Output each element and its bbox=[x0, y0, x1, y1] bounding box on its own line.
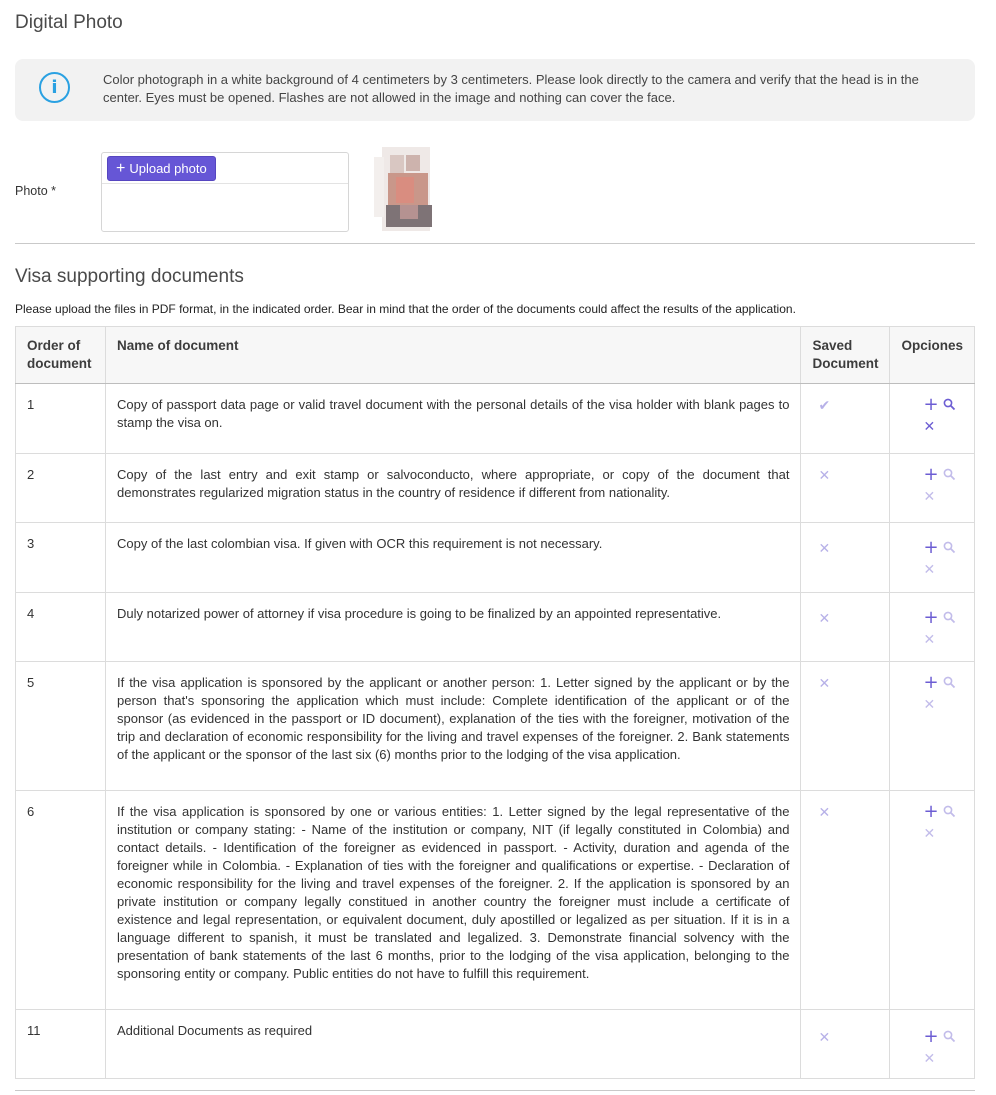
search-icon[interactable] bbox=[943, 398, 956, 411]
row-document-name: Copy of the last colombian visa. If given with OCR this requirement is not necessary. bbox=[106, 523, 801, 593]
row-options-cell bbox=[890, 662, 975, 791]
documents-table bbox=[15, 326, 975, 1079]
photo-info-text: Color photograph in a white background of 4 centimeters by 3 centimeters. Please look directly to the camera and verify that the head is in the center. Eyes must be opened. Flashes are not allowed in the image and nothing can cover the face. bbox=[103, 72, 919, 105]
header-options: Opciones bbox=[890, 327, 975, 384]
row-order: 3 bbox=[16, 523, 106, 593]
photo-upload-box[interactable] bbox=[101, 152, 349, 232]
header-order: Order of document bbox=[16, 327, 106, 384]
remove-document-icon[interactable]: ✕ bbox=[923, 632, 936, 648]
row-options-cell bbox=[890, 593, 975, 662]
row-saved-cell bbox=[801, 523, 890, 593]
row-options-cell bbox=[890, 523, 975, 593]
add-document-icon[interactable]: + bbox=[923, 607, 939, 628]
header-name: Name of document bbox=[106, 327, 801, 384]
row-document-name: Additional Documents as required bbox=[106, 1010, 801, 1079]
row-saved-cell bbox=[801, 454, 890, 523]
table-row bbox=[16, 1010, 975, 1079]
photo-field-label: Photo * bbox=[15, 184, 57, 198]
upload-divider bbox=[102, 183, 348, 184]
section-divider bbox=[15, 243, 975, 244]
cross-icon: ✕ bbox=[818, 540, 831, 556]
plus-icon: + bbox=[116, 160, 126, 177]
row-order: 1 bbox=[16, 384, 106, 454]
row-saved-cell bbox=[801, 791, 890, 1010]
bottom-divider bbox=[15, 1090, 975, 1091]
table-row bbox=[16, 523, 975, 593]
info-icon: i bbox=[39, 72, 70, 103]
row-document-name: If the visa application is sponsored by one or various entities: 1. Letter signed by the legal representative of the institution or company stating: - Name of the institution or company, NIT (if legally constituted in Colombia) and contact details. - Identification of the foreigner as evidenced in passport. - Activity, duration and agenda of the foreigner while in Colombia. - Explanation of ties with the foreigner and qualifications or expertise. - Declaration of economic responsibility for the living and travel expenses of the foreigner. 2. If the application is sponsored by an private institution or company legally constitued in another country the foreigner must include a certificate of existence and legal representation, or equivalent document, duly apostilled or legalized as per situation. If it is in a language different to spanish, it must be translated and legalized. 3. Demonstrate financial solvency with the presentation of bank statements of the last 6 months, prior to the lodging of the visa application, belonging to the sponsoring entity or company. Public entities do not have to fulfill this requirement. bbox=[106, 791, 801, 1010]
digital-photo-title: Digital Photo bbox=[15, 12, 123, 33]
remove-document-icon[interactable]: ✕ bbox=[923, 419, 936, 435]
add-document-icon[interactable]: + bbox=[923, 672, 939, 693]
add-document-icon[interactable]: + bbox=[923, 394, 939, 415]
header-saved: Saved Document bbox=[801, 327, 890, 384]
add-document-icon[interactable]: + bbox=[923, 464, 939, 485]
search-icon[interactable] bbox=[943, 805, 956, 818]
cross-icon: ✕ bbox=[818, 675, 831, 691]
row-options-cell bbox=[890, 384, 975, 454]
row-saved-cell bbox=[801, 593, 890, 662]
remove-document-icon[interactable]: ✕ bbox=[923, 697, 936, 713]
row-order: 4 bbox=[16, 593, 106, 662]
row-document-name: Copy of the last entry and exit stamp or salvoconducto, where appropriate, or copy of the document that demonstrates regularized migration status in the country of residence if different from nationality. bbox=[106, 454, 801, 523]
row-order: 2 bbox=[16, 454, 106, 523]
row-saved-cell bbox=[801, 1010, 890, 1079]
remove-document-icon[interactable]: ✕ bbox=[923, 1051, 936, 1067]
remove-document-icon[interactable]: ✕ bbox=[923, 826, 936, 842]
search-icon[interactable] bbox=[943, 468, 956, 481]
add-document-icon[interactable]: + bbox=[923, 537, 939, 558]
cross-icon: ✕ bbox=[818, 467, 831, 483]
row-order: 6 bbox=[16, 791, 106, 1010]
row-options-cell bbox=[890, 791, 975, 1010]
table-row bbox=[16, 384, 975, 454]
table-header-row bbox=[16, 327, 975, 384]
upload-photo-button[interactable] bbox=[107, 156, 216, 181]
table-row bbox=[16, 662, 975, 791]
remove-document-icon[interactable]: ✕ bbox=[923, 562, 936, 578]
add-document-icon[interactable]: + bbox=[923, 801, 939, 822]
table-row bbox=[16, 454, 975, 523]
search-icon[interactable] bbox=[943, 541, 956, 554]
upload-photo-label: Upload photo bbox=[129, 161, 207, 176]
photo-info-box bbox=[15, 59, 975, 121]
row-document-name: If the visa application is sponsored by the applicant or another person: 1. Letter signed by the applicant or by the person that's sponsoring the application which must include: Complete identification of the applicant or of the sponsor (as evidenced in the passport or ID document), explanation of the ties with the foreigner, motivation of the trip and declaration of economic responsibility for the living and travel expenses of the foreigner. 2. Bank statements of the applicant or the sponsor of the last six (6) months prior to the lodging of the visa application. bbox=[106, 662, 801, 791]
add-document-icon[interactable]: + bbox=[923, 1026, 939, 1047]
check-icon: ✔ bbox=[818, 397, 831, 413]
row-saved-cell bbox=[801, 384, 890, 454]
search-icon[interactable] bbox=[943, 676, 956, 689]
search-icon[interactable] bbox=[943, 611, 956, 624]
row-options-cell bbox=[890, 1010, 975, 1079]
visa-documents-intro: Please upload the files in PDF format, in the indicated order. Bear in mind that the order of the documents could affect the results of the application. bbox=[15, 302, 796, 316]
row-document-name: Copy of passport data page or valid travel document with the personal details of the visa holder with blank pages to stamp the visa on. bbox=[106, 384, 801, 454]
search-icon[interactable] bbox=[943, 1030, 956, 1043]
row-options-cell bbox=[890, 454, 975, 523]
visa-documents-title: Visa supporting documents bbox=[15, 266, 244, 287]
cross-icon: ✕ bbox=[818, 610, 831, 626]
photo-thumbnail bbox=[368, 147, 448, 231]
table-row bbox=[16, 791, 975, 1010]
row-order: 5 bbox=[16, 662, 106, 791]
table-row bbox=[16, 593, 975, 662]
cross-icon: ✕ bbox=[818, 804, 831, 820]
row-document-name: Duly notarized power of attorney if visa procedure is going to be finalized by an appointed representative. bbox=[106, 593, 801, 662]
row-order: 11 bbox=[16, 1010, 106, 1079]
remove-document-icon[interactable]: ✕ bbox=[923, 489, 936, 505]
row-saved-cell bbox=[801, 662, 890, 791]
cross-icon: ✕ bbox=[818, 1029, 831, 1045]
